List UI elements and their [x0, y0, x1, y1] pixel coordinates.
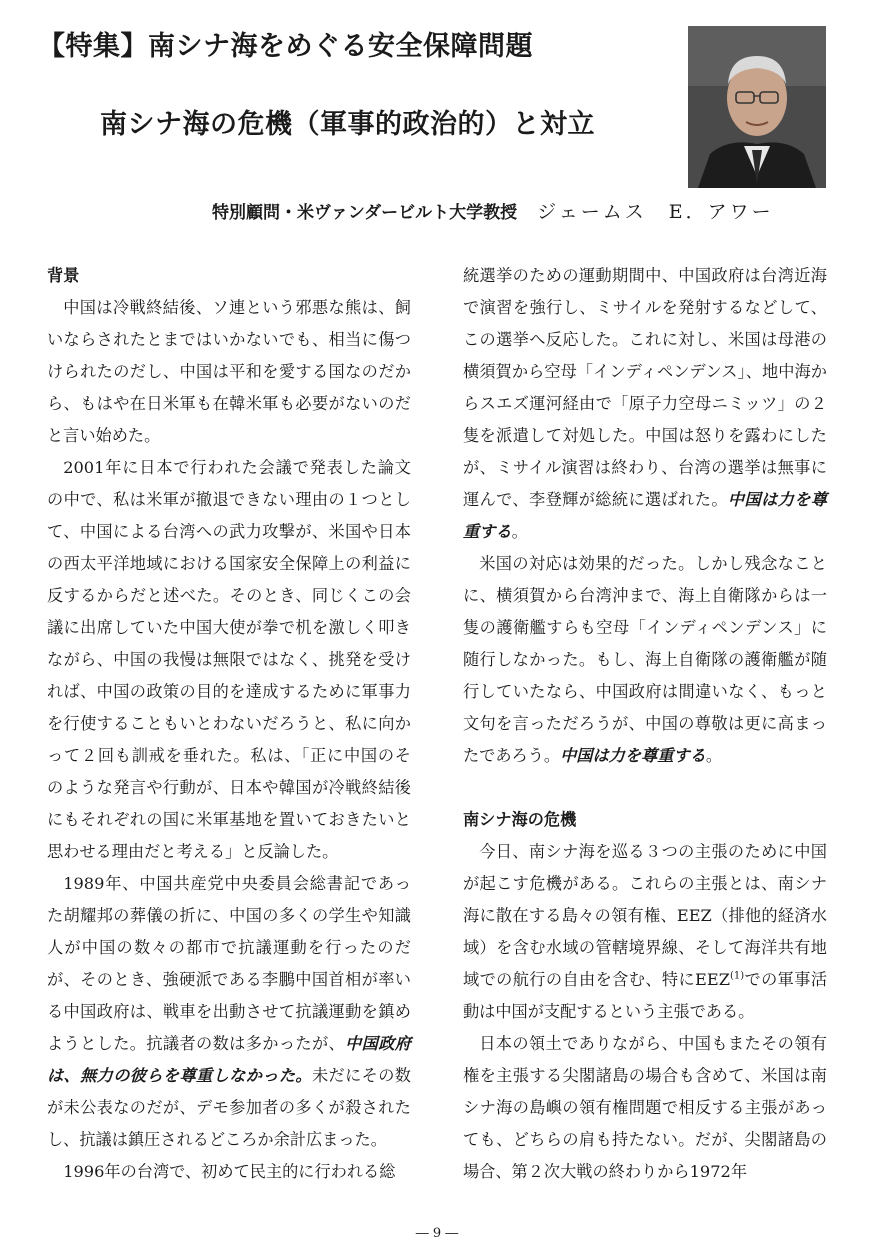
- author-role: 特別顧問・米ヴァンダービルト大学教授: [212, 203, 518, 223]
- paragraph-text: 未だにその数が未公表なのだが、デモ参加者の多くが殺されたし、抗議は鎮圧されるどころか余計広まった。: [47, 1066, 411, 1149]
- right-column: [463, 260, 827, 1188]
- paragraph-text: での軍事活動は中国が支配するという主張である。: [463, 970, 828, 1021]
- author-name: ジェームス E．アワー: [537, 201, 774, 223]
- paragraph-text: 統選挙のための運動期間中、中国政府は台湾近海で演習を強行し、ミサイルを発射するなどして、この選挙へ反応した。これに対し、米国は母港の横須賀から空母「インディペンデンス」、地中海からスエズ運河経由で「原子力空母ニミッツ」の２隻を派遣して対処した。中国は怒りを露わにしたが、ミサイル演習は終わり、台湾の選挙は無事に運んで、李登輝が総統に選ばれた。: [463, 266, 827, 509]
- paragraph-text: 1989年、中国共産党中央委員会総書記であった胡耀邦の葬儀の折に、中国の多くの学生や知識人が中国の数々の都市で抗議運動を行ったのだが、そのとき、強硬派である李鵬中国首相が率いる中国政府は、戦車を出動させて抗議運動を鎮めようとした。抗議者の数は多かったが、: [47, 874, 411, 1053]
- section-heading-south-china-sea-crisis: 南シナ海の危機: [463, 810, 577, 829]
- paragraph: 2001年に日本で行われた会議で発表した論文の中で、私は米軍が撤退できない理由の１つとして、中国による台湾への武力攻撃が、米国や日本の西太平洋地域における国家安全保障上の利益に反するからだと述べた。そのとき、同じくこの会議に出席していた中国大使が拳で机を激しく叩きながら、中国の我慢は無限ではなく、挑発を受ければ、中国の政策の目的を達成するために軍事力を行使することもいとわないだろうと、私に向かって２回も訓戒を垂れた。私は、「正に中国のそのような発言や行動が、日本や韓国が冷戦終結後にもそれぞれの国に米軍基地を置いておきたいと思わせる理由だと考える」と反論した。: [47, 458, 411, 861]
- emphasis-text: 中国は力を尊重する: [463, 490, 827, 541]
- footnote-marker: (1): [729, 970, 745, 982]
- section-heading-background: 背景: [47, 266, 80, 285]
- paragraph: [463, 548, 827, 772]
- paragraph-text: 米国の対応は効果的だった。しかし残念なことに、横須賀から台湾沖まで、海上自衛隊からは一隻の護衛艦すらも空母「インディペンデンス」に随行しなかった。もし、海上自衛隊の護衛艦が随行していたなら、中国政府は間違いなく、もっと文句を言っただろうが、中国の尊敬は更に高まったであろう。: [463, 554, 827, 765]
- feature-title: 【特集】南シナ海をめぐる安全保障問題: [38, 31, 533, 62]
- paragraph-text: 今日、南シナ海を巡る３つの主張のために中国が起こす危機がある。これらの主張とは、南シナ海に散在する島々の領有権、EEZ（排他的経済水域）を含む水域の管轄境界線、そして海洋共有地域での航行の自由を含む、特にEEZ: [463, 842, 827, 989]
- emphasis-text: 中国は力を尊重する: [560, 746, 706, 765]
- paragraph: 1996年の台湾で、初めて民主的に行われる総: [63, 1162, 396, 1181]
- paragraph: [463, 836, 827, 1028]
- paragraph: 中国は冷戦終結後、ソ連という邪悪な熊は、飼いならされたとまではいかないでも、相当に傷つけられたのだし、中国は平和を愛する国なのだから、もはや在日米軍も在韓米軍も必要がないのだと言い始めた。: [47, 298, 411, 445]
- paragraph-text: 。: [511, 522, 528, 541]
- author-photo: [688, 26, 826, 188]
- left-column: [47, 260, 411, 1188]
- paragraph: [47, 868, 411, 1156]
- article-title: 南シナ海の危機（軍事的政治的）と対立: [100, 109, 595, 140]
- paragraph: 日本の領土でありながら、中国もまたその領有権を主張する尖閣諸島の場合も含めて、米国は南シナ海の島嶼の領有権問題で相反する主張があっても、どちらの肩も持たない。だが、尖閣諸島の場合、第２次大戦の終わりから1972年: [463, 1034, 827, 1181]
- author-byline: [212, 197, 827, 224]
- paragraph: [463, 260, 827, 548]
- page-number: ― 9 ―: [415, 1226, 459, 1241]
- emphasis-text: 中国政府は、無力の彼らを尊重しなかった。: [47, 1034, 411, 1085]
- paragraph-text: 。: [705, 746, 722, 765]
